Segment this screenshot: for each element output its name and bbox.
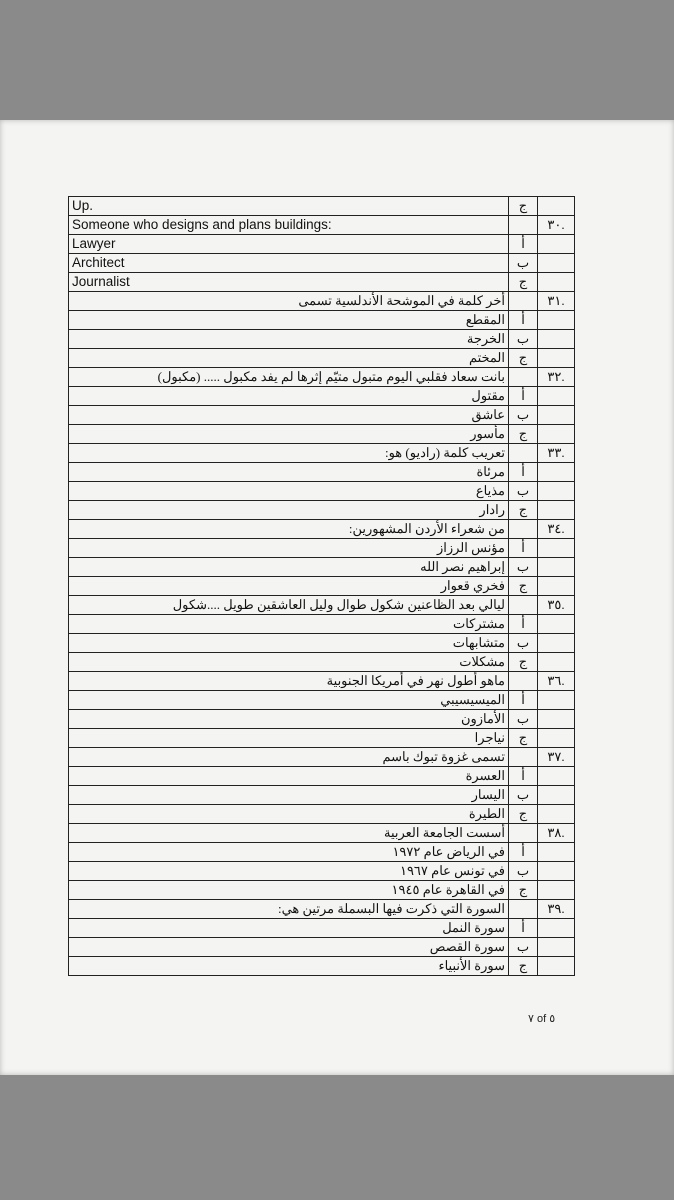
option-row bbox=[69, 558, 575, 577]
question-number bbox=[538, 311, 575, 330]
question-row bbox=[69, 216, 575, 235]
question-number bbox=[538, 482, 575, 501]
question-number bbox=[538, 463, 575, 482]
option-row bbox=[69, 919, 575, 938]
option-row bbox=[69, 653, 575, 672]
question-number: ٣٧. bbox=[538, 748, 575, 767]
question-number bbox=[538, 653, 575, 672]
question-number bbox=[538, 710, 575, 729]
option-letter: أ bbox=[509, 539, 538, 558]
question-row bbox=[69, 672, 575, 691]
question-number bbox=[538, 387, 575, 406]
question-number: ٣٢. bbox=[538, 368, 575, 387]
option-row bbox=[69, 767, 575, 786]
option-row bbox=[69, 729, 575, 748]
option-text: مؤنس الرزاز bbox=[69, 539, 509, 558]
option-letter bbox=[509, 216, 538, 235]
option-letter bbox=[509, 900, 538, 919]
option-text: في تونس عام ١٩٦٧ bbox=[69, 862, 509, 881]
option-letter: ج bbox=[509, 501, 538, 520]
option-letter: ج bbox=[509, 273, 538, 292]
option-row bbox=[69, 938, 575, 957]
question-row bbox=[69, 748, 575, 767]
option-letter bbox=[509, 444, 538, 463]
question-text: ليالي بعد الظاعنين شكول طوال وليل العاشقين طويل ....شكول bbox=[69, 596, 509, 615]
option-text: مشكلات bbox=[69, 653, 509, 672]
question-number bbox=[538, 805, 575, 824]
option-row bbox=[69, 691, 575, 710]
question-number bbox=[538, 539, 575, 558]
option-letter: ب bbox=[509, 786, 538, 805]
option-row bbox=[69, 482, 575, 501]
option-text: عاشق bbox=[69, 406, 509, 425]
question-number bbox=[538, 634, 575, 653]
question-number bbox=[538, 862, 575, 881]
option-text: سورة النمل bbox=[69, 919, 509, 938]
question-number bbox=[538, 235, 575, 254]
page-number: ٧ of ٥ bbox=[528, 1013, 556, 1025]
option-letter bbox=[509, 368, 538, 387]
option-letter: ج bbox=[509, 425, 538, 444]
option-text: نياجرا bbox=[69, 729, 509, 748]
option-text: سورة الأنبياء bbox=[69, 957, 509, 976]
question-number: ٣٥. bbox=[538, 596, 575, 615]
option-text: الطيرة bbox=[69, 805, 509, 824]
question-text: تعريب كلمة (راديو) هو: bbox=[69, 444, 509, 463]
question-table-body bbox=[69, 197, 575, 976]
question-number bbox=[538, 843, 575, 862]
option-text: رادار bbox=[69, 501, 509, 520]
option-text: متشابهات bbox=[69, 634, 509, 653]
option-letter: أ bbox=[509, 311, 538, 330]
question-number bbox=[538, 406, 575, 425]
question-text: من شعراء الأردن المشهورين: bbox=[69, 520, 509, 539]
option-letter: ج bbox=[509, 197, 538, 216]
option-text: العسرة bbox=[69, 767, 509, 786]
option-text: سورة القصص bbox=[69, 938, 509, 957]
option-row bbox=[69, 235, 575, 254]
option-letter: ج bbox=[509, 729, 538, 748]
question-text: بانت سعاد فقلبي اليوم متبول متيّم إثرها لم يفد مكبول ..... (مكبول) bbox=[69, 368, 509, 387]
option-row bbox=[69, 406, 575, 425]
question-number bbox=[538, 691, 575, 710]
question-number bbox=[538, 919, 575, 938]
question-number bbox=[538, 615, 575, 634]
question-text: Someone who designs and plans buildings: bbox=[69, 216, 509, 235]
option-letter bbox=[509, 748, 538, 767]
option-text: الميسيسيبي bbox=[69, 691, 509, 710]
option-row bbox=[69, 710, 575, 729]
option-text: Up. bbox=[69, 197, 509, 216]
option-row bbox=[69, 843, 575, 862]
option-letter: أ bbox=[509, 691, 538, 710]
option-row bbox=[69, 577, 575, 596]
option-text: اليسار bbox=[69, 786, 509, 805]
option-letter: أ bbox=[509, 235, 538, 254]
option-row bbox=[69, 197, 575, 216]
option-letter: ج bbox=[509, 957, 538, 976]
question-number bbox=[538, 273, 575, 292]
question-number: ٣٤. bbox=[538, 520, 575, 539]
question-row bbox=[69, 520, 575, 539]
question-text: أسست الجامعة العربية bbox=[69, 824, 509, 843]
question-text: السورة التي ذكرت فيها البسملة مرتين هي: bbox=[69, 900, 509, 919]
question-row bbox=[69, 368, 575, 387]
question-number bbox=[538, 881, 575, 900]
question-number bbox=[538, 767, 575, 786]
option-row bbox=[69, 786, 575, 805]
option-row bbox=[69, 311, 575, 330]
option-letter: أ bbox=[509, 843, 538, 862]
option-text: مذياع bbox=[69, 482, 509, 501]
question-number bbox=[538, 786, 575, 805]
question-number bbox=[538, 197, 575, 216]
option-text: Lawyer bbox=[69, 235, 509, 254]
option-letter: ب bbox=[509, 482, 538, 501]
question-number bbox=[538, 425, 575, 444]
option-letter: ب bbox=[509, 254, 538, 273]
question-number: ٣٩. bbox=[538, 900, 575, 919]
option-letter: أ bbox=[509, 463, 538, 482]
option-letter bbox=[509, 824, 538, 843]
option-text: مقتول bbox=[69, 387, 509, 406]
option-row bbox=[69, 349, 575, 368]
option-text: المختم bbox=[69, 349, 509, 368]
question-table bbox=[68, 196, 575, 976]
option-text: Journalist bbox=[69, 273, 509, 292]
question-number bbox=[538, 254, 575, 273]
question-row bbox=[69, 292, 575, 311]
option-text: فخري قعوار bbox=[69, 577, 509, 596]
option-letter: ج bbox=[509, 881, 538, 900]
viewer-top-bar bbox=[0, 0, 674, 120]
option-row bbox=[69, 615, 575, 634]
question-text: أخر كلمة في الموشحة الأندلسية تسمى bbox=[69, 292, 509, 311]
option-letter: أ bbox=[509, 767, 538, 786]
option-row bbox=[69, 330, 575, 349]
option-letter: أ bbox=[509, 387, 538, 406]
option-row bbox=[69, 805, 575, 824]
option-text: في الرياض عام ١٩٧٢ bbox=[69, 843, 509, 862]
option-row bbox=[69, 501, 575, 520]
option-row bbox=[69, 957, 575, 976]
question-number bbox=[538, 558, 575, 577]
option-row bbox=[69, 634, 575, 653]
question-number bbox=[538, 729, 575, 748]
option-text: مأسور bbox=[69, 425, 509, 444]
question-number bbox=[538, 938, 575, 957]
option-row bbox=[69, 881, 575, 900]
option-letter bbox=[509, 596, 538, 615]
question-number: ٣٨. bbox=[538, 824, 575, 843]
option-letter: ب bbox=[509, 406, 538, 425]
option-letter: ب bbox=[509, 330, 538, 349]
option-row bbox=[69, 387, 575, 406]
question-text: تسمى غزوة تبوك باسم bbox=[69, 748, 509, 767]
question-text: ماهو أطول نهر في أمريكا الجنوبية bbox=[69, 672, 509, 691]
question-number bbox=[538, 349, 575, 368]
option-row bbox=[69, 539, 575, 558]
option-text: إبراهيم نصر الله bbox=[69, 558, 509, 577]
option-letter: ب bbox=[509, 558, 538, 577]
question-number: ٣٣. bbox=[538, 444, 575, 463]
option-text: مرئاة bbox=[69, 463, 509, 482]
option-letter: أ bbox=[509, 615, 538, 634]
option-letter: ج bbox=[509, 805, 538, 824]
option-letter: ب bbox=[509, 862, 538, 881]
option-letter: ج bbox=[509, 653, 538, 672]
question-row bbox=[69, 824, 575, 843]
option-letter: ج bbox=[509, 349, 538, 368]
option-letter bbox=[509, 672, 538, 691]
option-row bbox=[69, 273, 575, 292]
viewer-bottom-bar bbox=[0, 1075, 674, 1200]
question-number bbox=[538, 957, 575, 976]
option-letter: ج bbox=[509, 577, 538, 596]
option-text: في القاهرة عام ١٩٤٥ bbox=[69, 881, 509, 900]
option-text: المقطع bbox=[69, 311, 509, 330]
option-letter bbox=[509, 520, 538, 539]
question-number: ٣٦. bbox=[538, 672, 575, 691]
question-number bbox=[538, 577, 575, 596]
option-row bbox=[69, 254, 575, 273]
option-letter bbox=[509, 292, 538, 311]
option-row bbox=[69, 862, 575, 881]
option-letter: ب bbox=[509, 938, 538, 957]
option-letter: ب bbox=[509, 634, 538, 653]
option-row bbox=[69, 463, 575, 482]
question-number bbox=[538, 501, 575, 520]
option-text: Architect bbox=[69, 254, 509, 273]
option-row bbox=[69, 425, 575, 444]
question-row bbox=[69, 444, 575, 463]
question-number: ٣٠. bbox=[538, 216, 575, 235]
question-row bbox=[69, 596, 575, 615]
option-letter: أ bbox=[509, 919, 538, 938]
option-letter: ب bbox=[509, 710, 538, 729]
question-number bbox=[538, 330, 575, 349]
question-row bbox=[69, 900, 575, 919]
option-text: الخرجة bbox=[69, 330, 509, 349]
option-text: مشتركات bbox=[69, 615, 509, 634]
question-number: ٣١. bbox=[538, 292, 575, 311]
option-text: الأمازون bbox=[69, 710, 509, 729]
